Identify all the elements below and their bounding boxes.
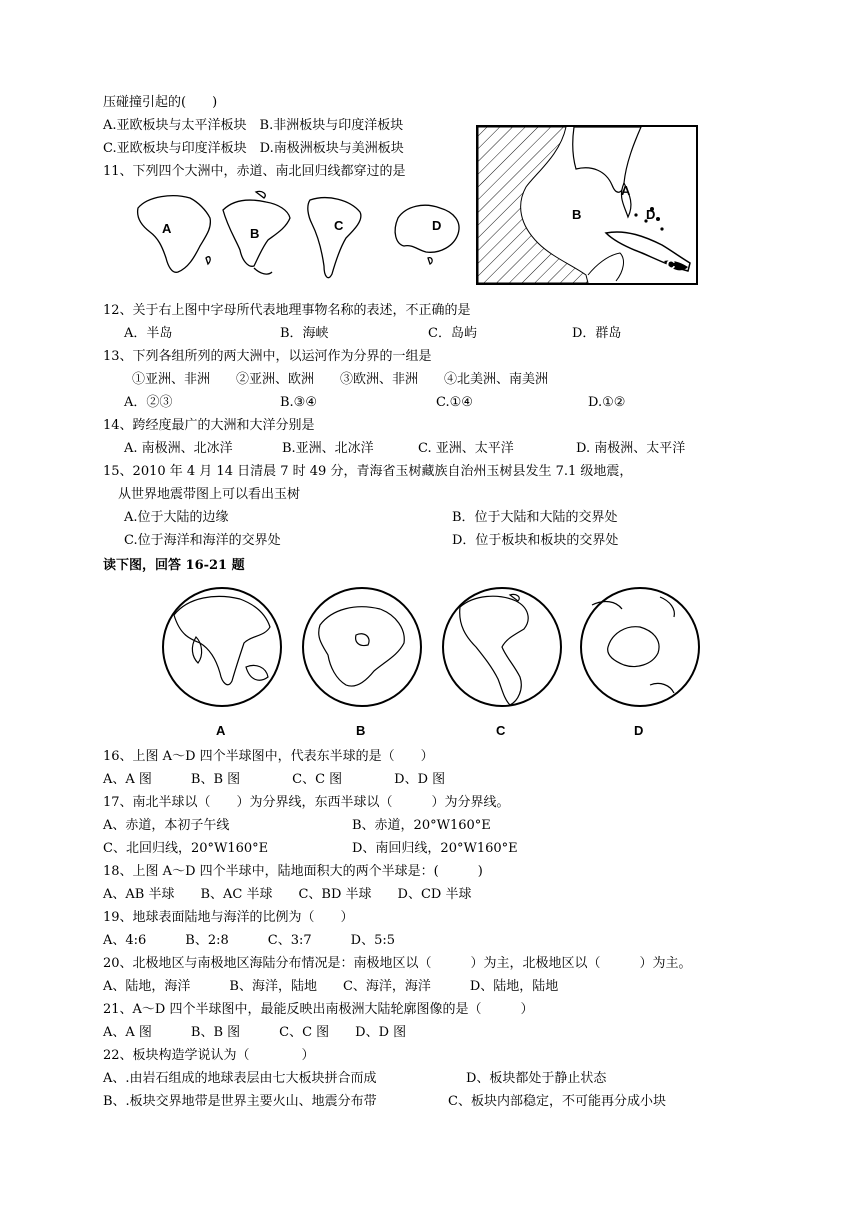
q22-option-c: C、板块内部稳定，不可能再分成小块 xyxy=(448,1094,666,1109)
q12-option-a: A．半岛 xyxy=(124,326,173,341)
continent-australia xyxy=(395,205,459,252)
q17-option-b: B、赤道，20°W160°E xyxy=(352,818,491,833)
map-label-b: B xyxy=(572,207,582,222)
q13-option-d: D.①② xyxy=(588,395,626,410)
continent-label-d: D xyxy=(432,218,442,233)
q14-option-a: A. 南极洲、北冰洋 xyxy=(124,441,233,456)
hemisphere-label-c: C xyxy=(496,723,506,738)
q19-stem: 19、地球表面陆地与海洋的比例为（ ） xyxy=(103,910,354,925)
q14-option-d: D. 南极洲、太平洋 xyxy=(576,441,686,456)
q13-choices: ①亚洲、非洲 ②亚洲、欧洲 ③欧洲、非洲 ④北美洲、南美洲 xyxy=(132,372,549,387)
continent-figure xyxy=(128,188,473,288)
q17-option-a: A、赤道，本初子午线 xyxy=(103,818,230,833)
q13-option-a: A．②③ xyxy=(124,395,173,410)
q14-stem: 14、跨经度最广的大洲和大洋分别是 xyxy=(103,418,315,433)
q12-option-c: C．岛屿 xyxy=(428,326,477,341)
q20-options: A、陆地，海洋 B、海洋，陆地 C、海洋，海洋 D、陆地，陆地 xyxy=(103,979,559,994)
q21-options: A、A 图 B、B 图 C、C 图 D、D 图 xyxy=(103,1025,407,1040)
q14-option-c: C. 亚洲、太平洋 xyxy=(418,441,514,456)
hemisphere-label-a: A xyxy=(216,723,226,738)
q11-stem: 11、下列四个大洲中，赤道、南北回归线都穿过的是 xyxy=(103,164,406,179)
hemisphere-a xyxy=(163,588,281,706)
map-label-a: A xyxy=(621,183,631,198)
q10-tail: 压碰撞引起的( ) xyxy=(103,95,218,110)
continent-label-a: A xyxy=(162,221,172,236)
q10-options-cd: C.亚欧板块与印度洋板块 D.南极洲板块与美洲板块 xyxy=(103,141,404,156)
q15-stem-2: 从世界地震带图上可以看出玉树 xyxy=(118,487,301,502)
q15-stem: 15、2010 年 4 月 14 日清晨 7 时 49 分，青海省玉树藏族自治州玉树县发生 7.1 级地震， xyxy=(103,464,633,479)
continent-label-c: C xyxy=(334,218,344,233)
q15-option-b: B．位于大陆和大陆的交界处 xyxy=(452,510,618,525)
hemisphere-label-d: D xyxy=(634,723,644,738)
q15-option-a: A.位于大陆的边缘 xyxy=(124,510,229,525)
q15-option-c: C.位于海洋和海洋的交界处 xyxy=(124,533,281,548)
map-label-d: D xyxy=(646,207,656,222)
q13-stem: 13、下列各组所列的两大洲中，以运河作为分界的一组是 xyxy=(103,349,432,364)
q18-stem: 18、上图 A～D 四个半球中，陆地面积大的两个半球是：( ) xyxy=(103,864,483,879)
q15-option-d: D．位于板块和板块的交界处 xyxy=(452,533,619,548)
q22-option-d: D、板块都处于静止状态 xyxy=(466,1071,607,1086)
q10-options-ab: A.亚欧板块与太平洋板块 B.非洲板块与印度洋板块 xyxy=(103,118,404,133)
q22-stem: 22、板块构造学说认为（ ） xyxy=(103,1048,315,1063)
q16-stem: 16、上图 A～D 四个半球图中，代表东半球的是（ ） xyxy=(103,749,434,764)
continent-south-america xyxy=(308,198,361,278)
q22-option-a: A、.由岩石组成的地球表层由七大板块拼合而成 xyxy=(103,1071,377,1086)
hemispheres-figure xyxy=(160,585,700,745)
q12-stem: 12、关于右上图中字母所代表地理事物名称的表述，不正确的是 xyxy=(103,303,471,318)
q17-option-c: C、北回归线，20°W160°E xyxy=(103,841,269,856)
q13-option-c: C.①④ xyxy=(436,395,473,410)
q14-option-b: B.亚洲、北冰洋 xyxy=(282,441,374,456)
hemisphere-d xyxy=(581,588,699,706)
q17-stem: 17、南北半球以（ ）为分界线，东西半球以（ ）为分界线。 xyxy=(103,795,510,810)
gulf-map-figure xyxy=(476,125,698,285)
read-instruction: 读下图，回答 16-21 题 xyxy=(103,558,245,573)
q16-options: A、A 图 B、B 图 C、C 图 D、D 图 xyxy=(103,772,446,787)
q21-stem: 21、A～D 四个半球图中，最能反映出南极洲大陆轮廓图像的是（ ） xyxy=(103,1002,534,1017)
continent-africa xyxy=(138,196,211,273)
hemisphere-b xyxy=(303,588,421,706)
q22-option-b: B、.板块交界地带是世界主要火山、地震分布带 xyxy=(103,1094,377,1109)
q19-options: A、4:6 B、2:8 C、3:7 D、5:5 xyxy=(103,933,395,948)
q13-option-b: B.③④ xyxy=(280,395,317,410)
q17-option-d: D、南回归线，20°W160°E xyxy=(352,841,518,856)
q12-option-b: B．海峡 xyxy=(280,326,329,341)
continent-label-b: B xyxy=(250,226,260,241)
hemisphere-label-b: B xyxy=(356,723,366,738)
q18-options: A、AB 半球 B、AC 半球 C、BD 半球 D、CD 半球 xyxy=(103,887,472,902)
q20-stem: 20、北极地区与南极地区海陆分布情况是：南极地区以（ ）为主，北极地区以（ ）为主。 xyxy=(103,956,692,971)
q12-option-d: D．群岛 xyxy=(572,326,622,341)
map-label-c: C xyxy=(666,257,676,272)
